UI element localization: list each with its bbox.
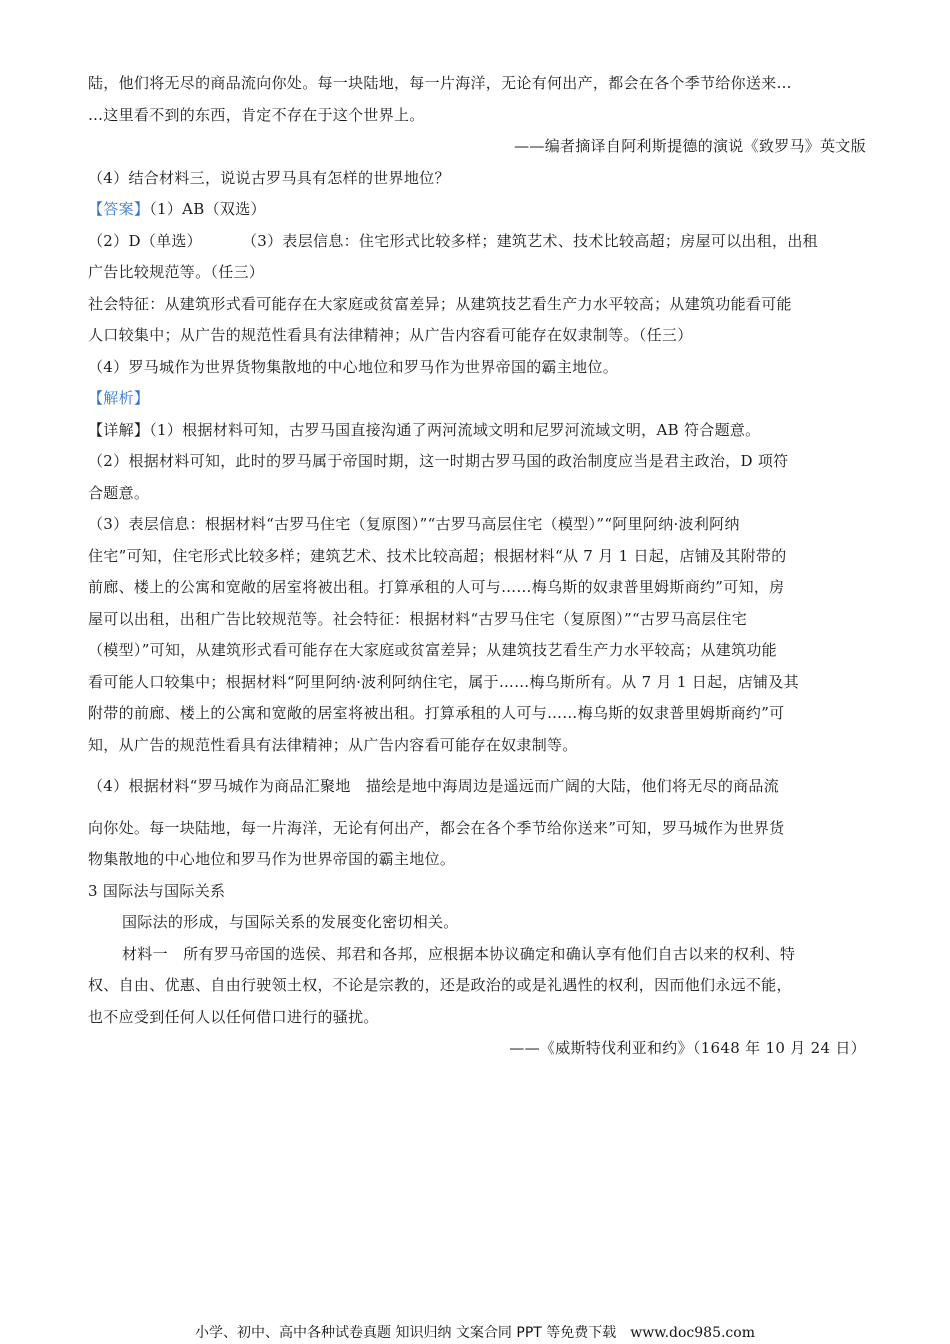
answer-line-4: 社会特征：从建筑形式看可能存在大家庭或贫富差异；从建筑技艺看生产力水平较高；从建筑功能看可能: [88, 294, 792, 313]
detail-tag: 【详解】: [88, 420, 150, 439]
answer-3: （3）表层信息：住宅形式比较多样；建筑艺术、技术比较高超；房屋可以出租，出租: [241, 231, 818, 250]
footer-site[interactable]: www.doc985.com: [630, 1325, 755, 1341]
section-intro: 国际法的形成，与国际关系的发展变化密切相关。: [122, 913, 459, 931]
answer-line-1: [88, 194, 866, 226]
material1-line: 也不应受到任何人以任何借口进行的骚扰。: [88, 1007, 379, 1026]
analysis-p3-line: 附带的前廊、楼上的公寓和宽敞的居室将被出租。打算承租的人可与……梅乌斯的奴隶普里姆斯商约”可: [88, 704, 785, 722]
section-heading: 3 国际法与国际关系: [88, 881, 226, 900]
page-footer: [0, 1322, 950, 1342]
answer-line-5: 人口较集中；从广告的规范性看具有法律精神；从广告内容看可能存在奴隶制等。（任三）: [88, 326, 693, 344]
material3-text-line: 陆，他们将无尽的商品流向你处。每一块陆地，每一片海洋，无论有何出产，都会在各个季节给你送来…: [88, 74, 792, 92]
analysis-p3-line: （3）表层信息：根据材料“古罗马住宅（复原图）”“古罗马高层住宅（模型）”“阿里阿纳·波利阿纳: [88, 515, 740, 533]
answer-4: （4）罗马城作为世界货物集散地的中心地位和罗马作为世界帝国的霸主地位。: [88, 357, 619, 376]
analysis-p3-line: 知，从广告的规范性看具有法律精神；从广告内容看可能存在奴隶制等。: [88, 735, 578, 754]
analysis-p3-line: （模型）”可知，从建筑形式看可能存在大家庭或贫富差异；从建筑技艺看生产力水平较高；从建筑功能: [88, 641, 777, 659]
analysis-p3-line: 住宅”可知，住宅形式比较多样；建筑艺术、技术比较高超；根据材料“从 7 月 1 日起，店铺及其附带的: [88, 546, 787, 565]
question-4: （4）结合材料三，说说古罗马具有怎样的世界地位？: [88, 168, 450, 187]
analysis-p2-line: （2）根据材料可知，此时的罗马属于帝国时期，这一时期古罗马国的政治制度应当是君主政治，D 项符: [88, 452, 789, 470]
analysis-p3-line: 前廊、楼上的公寓和宽敞的居室将被出租。打算承租的人可与……梅乌斯的奴隶普里姆斯商约”可知，房: [88, 578, 785, 596]
analysis-p1-text: （1）根据材料可知，古罗马国直接沟通了两河流域文明和尼罗河流域文明，AB 符合题意。: [149, 420, 761, 439]
answer-line-3: 广告比较规范等。（任三）: [88, 263, 265, 281]
material1-source: ——《威斯特伐利亚和约》（1648 年 10 月 24 日）: [509, 1039, 866, 1057]
analysis-p4-line: 向你处。每一块陆地，每一片海洋，无论有何出产，都会在各个季节给你送来”可知，罗马城作为世界货: [88, 818, 785, 837]
analysis-p1: [88, 415, 866, 447]
analysis-p3-line: 屋可以出租，出租广告比较规范等。社会特征：根据材料“古罗马住宅（复原图）”“古罗马高层住宅: [88, 609, 748, 628]
material3-source: ——编者摘译自阿利斯提德的演说《致罗马》英文版: [514, 137, 866, 155]
material1-line: 材料一 所有罗马帝国的选侯、邦君和各邦，应根据本协议确定和确认享有他们自古以来的权利、特: [122, 944, 796, 963]
analysis-p4-line: 物集散地的中心地位和罗马作为世界帝国的霸主地位。: [88, 850, 456, 868]
analysis-p3-line: 看可能人口较集中；根据材料“阿里阿纳·波利阿纳住宅，属于……梅乌斯所有。从 7 月 1 日起，店铺及其: [88, 672, 799, 691]
analysis-p2-line: 合题意。: [88, 483, 150, 502]
answer-1: （1）AB（双选）: [149, 200, 266, 218]
material1-line: 权、自由、优惠、自由行驶领土权，不论是宗教的，还是政治的或是礼遇性的权利，因而他们永远不能，: [88, 976, 792, 994]
footer-text: 小学、初中、高中各种试卷真题 知识归纳 文案合同 PPT 等免费下载: [195, 1325, 617, 1341]
document-page: [88, 68, 866, 1065]
answer-2: （2）D（单选）: [88, 231, 202, 250]
answer-tag: 【答案】: [88, 200, 150, 218]
analysis-p4-line: （4）根据材料“罗马城作为商品汇聚地 描绘是地中海周边是遥远而广阔的大陆，他们将无尽的商品流: [88, 777, 780, 795]
analysis-tag: 【解析】: [88, 389, 150, 407]
answer-line-2: [88, 226, 866, 258]
material3-text-line: …这里看不到的东西，肯定不存在于这个世界上。: [88, 105, 425, 124]
